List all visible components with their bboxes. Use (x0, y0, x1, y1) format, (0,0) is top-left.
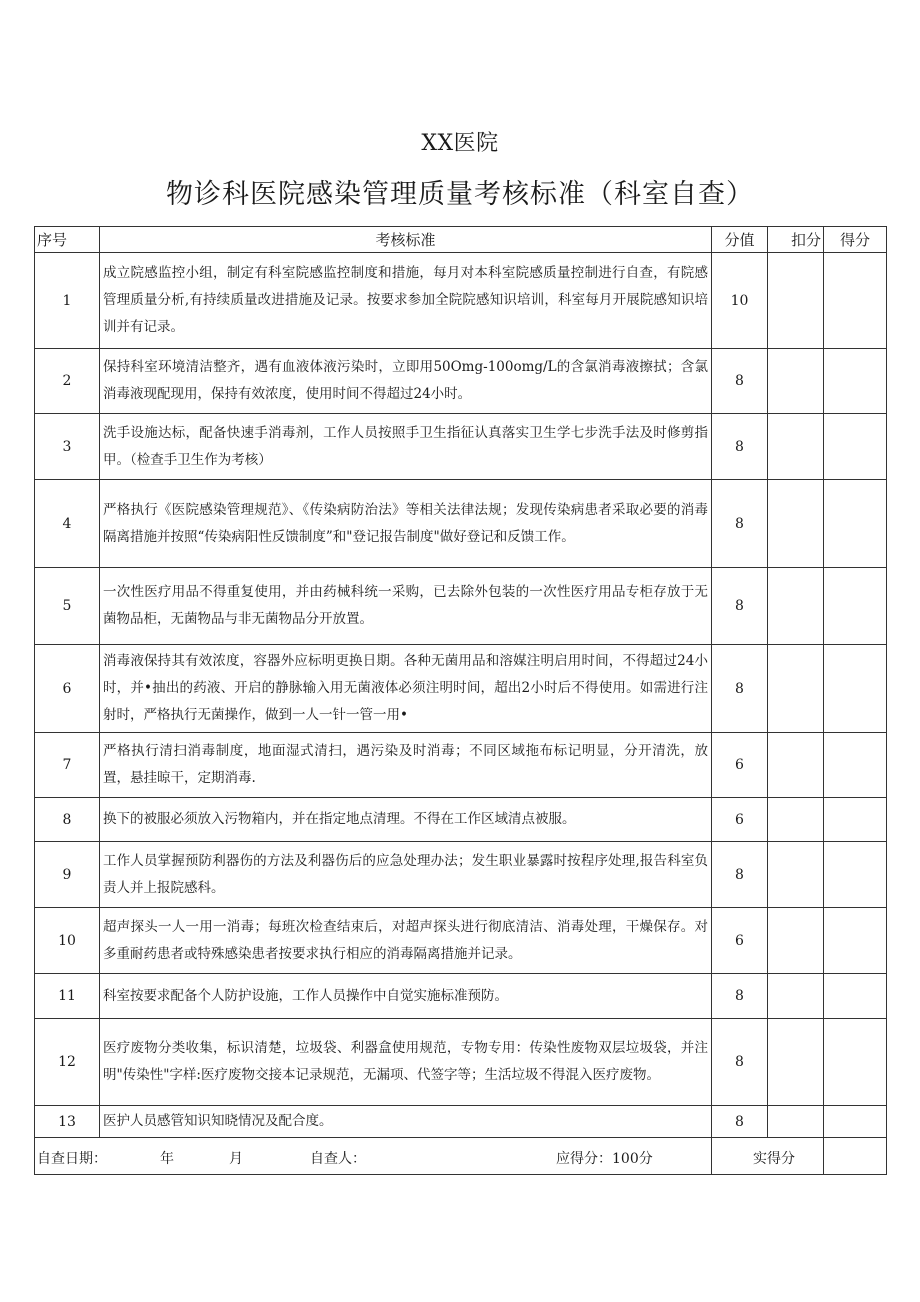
row-standard: 科室按要求配备个人防护设施，工作人员操作中自觉实施标准预防。 (100, 974, 712, 1019)
header-obtained: 得分 (824, 227, 887, 253)
row-score: 6 (712, 733, 768, 798)
row-deduct-cell[interactable] (768, 568, 824, 645)
table-row (35, 1106, 887, 1138)
table-row (35, 908, 887, 974)
row-standard: 严格执行清扫消毒制度，地面湿式清扫，遇污染及时消毒；不同区域拖布标记明显，分开清洗，放置，悬挂晾干，定期消毒. (100, 733, 712, 798)
row-obtained-cell[interactable] (824, 645, 887, 733)
row-score: 8 (712, 349, 768, 414)
row-no: 1 (35, 253, 100, 349)
header-score: 分值 (712, 227, 768, 253)
actual-score-cell[interactable] (824, 1138, 887, 1175)
footer-info (35, 1138, 712, 1175)
table-row (35, 645, 887, 733)
table-row (35, 253, 887, 349)
row-deduct-cell[interactable] (768, 908, 824, 974)
row-standard: 工作人员掌握预防利器伤的方法及利器伤后的应急处理办法；发生职业暴露时按程序处理,报告科室负责人并上报院感科。 (100, 842, 712, 908)
row-deduct-cell[interactable] (768, 414, 824, 480)
row-no: 5 (35, 568, 100, 645)
row-standard: 换下的被服必须放入污物箱内，并在指定地点清理。不得在工作区域清点被服。 (100, 798, 712, 842)
row-deduct-cell[interactable] (768, 974, 824, 1019)
row-deduct-cell[interactable] (768, 349, 824, 414)
row-score: 8 (712, 842, 768, 908)
row-obtained-cell[interactable] (824, 414, 887, 480)
row-deduct-cell[interactable] (768, 480, 824, 568)
page-title: 物诊科医院感染管理质量考核标准（科室自查） (166, 179, 754, 210)
row-obtained-cell[interactable] (824, 568, 887, 645)
self-check-date-label: 自查日期： (37, 1151, 107, 1167)
row-deduct-cell[interactable] (768, 842, 824, 908)
header-deduct: 扣分 (768, 227, 824, 253)
table-row (35, 414, 887, 480)
row-obtained-cell[interactable] (824, 974, 887, 1019)
row-obtained-cell[interactable] (824, 733, 887, 798)
table-row (35, 733, 887, 798)
table-row (35, 349, 887, 414)
row-obtained-cell[interactable] (824, 1019, 887, 1106)
year-label: 年 (160, 1151, 174, 1167)
row-no: 12 (35, 1019, 100, 1106)
row-no: 4 (35, 480, 100, 568)
table-row (35, 568, 887, 645)
row-standard: 医护人员感管知识知晓情况及配合度。 (100, 1106, 712, 1138)
row-deduct-cell[interactable] (768, 1106, 824, 1138)
row-score: 8 (712, 480, 768, 568)
row-score: 8 (712, 1106, 768, 1138)
row-standard: 一次性医疗用品不得重复使用，并由药械科统一采购，已去除外包装的一次性医疗用品专柜存放于无菌物品柜，无菌物品与非无菌物品分开放置。 (100, 568, 712, 645)
row-standard: 成立院感监控小组，制定有科室院感监控制度和措施，每月对本科室院感质量控制进行自查，有院感管理质量分析,有持续质量改进措施及记录。按要求参加全院院感知识培训，科室每月开展院感知识培训并有记录。 (100, 253, 712, 349)
header-standard: 考核标准 (100, 227, 712, 253)
row-score: 6 (712, 908, 768, 974)
row-deduct-cell[interactable] (768, 798, 824, 842)
row-score: 6 (712, 798, 768, 842)
row-no: 8 (35, 798, 100, 842)
hospital-name: XX医院 (421, 131, 499, 156)
row-no: 2 (35, 349, 100, 414)
row-no: 10 (35, 908, 100, 974)
row-deduct-cell[interactable] (768, 1019, 824, 1106)
header-no: 序号 (35, 227, 100, 253)
row-standard: 严格执行《医院感染管理规范》、《传染病防治法》等相关法律法规；发现传染病患者采取必要的消毒隔离措施并按照“传染病阳性反馈制度”和"登记报告制度"做好登记和反馈工作。 (100, 480, 712, 568)
row-no: 3 (35, 414, 100, 480)
row-score: 10 (712, 253, 768, 349)
row-obtained-cell[interactable] (824, 798, 887, 842)
row-no: 6 (35, 645, 100, 733)
row-score: 8 (712, 974, 768, 1019)
actual-score-label: 实得分 (753, 1151, 795, 1167)
row-deduct-cell[interactable] (768, 733, 824, 798)
row-standard: 消毒液保持其有效浓度，容器外应标明更换日期。各种无菌用品和溶媒注明启用时间，不得超过24小时，并•抽出的药液、开启的静脉输入用无菌液体必须注明时间，超出2小时后不得使用。如需进行注射时，严格执行无菌操作，做到一人一针一管一用• (100, 645, 712, 733)
row-score: 8 (712, 1019, 768, 1106)
row-deduct-cell[interactable] (768, 253, 824, 349)
row-score: 8 (712, 645, 768, 733)
footer-actual (712, 1138, 824, 1175)
row-score: 8 (712, 568, 768, 645)
table-header-row (35, 227, 887, 253)
row-obtained-cell[interactable] (824, 480, 887, 568)
assessment-table (34, 226, 887, 1175)
row-obtained-cell[interactable] (824, 908, 887, 974)
row-standard: 超声探头一人一用一消毒；每班次检查结束后，对超声探头进行彻底清洁、消毒处理，干燥保存。对多重耐药患者或特殊感染患者按要求执行相应的消毒隔离措施并记录。 (100, 908, 712, 974)
row-obtained-cell[interactable] (824, 349, 887, 414)
row-no: 13 (35, 1106, 100, 1138)
month-label: 月 (229, 1151, 243, 1167)
row-obtained-cell[interactable] (824, 253, 887, 349)
row-obtained-cell[interactable] (824, 842, 887, 908)
row-standard: 保持科室环境清洁整齐，遇有血液体液污染时，立即用50Omg-100omg/L的含氯消毒液擦拭；含氯消毒液现配现用，保持有效浓度，使用时间不得超过24小时。 (100, 349, 712, 414)
row-score: 8 (712, 414, 768, 480)
row-no: 7 (35, 733, 100, 798)
row-obtained-cell[interactable] (824, 1106, 887, 1138)
table-row (35, 480, 887, 568)
footer-row (35, 1138, 887, 1175)
table-row (35, 1019, 887, 1106)
row-standard: 医疗废物分类收集，标识清楚，垃圾袋、利器盒使用规范，专物专用：传染性废物双层垃圾袋，并注明"传染性"字样:医疗废物交接本记录规范，无漏项、代签字等；生活垃圾不得混入医疗废物。 (100, 1019, 712, 1106)
table-row (35, 798, 887, 842)
expected-score: 应得分：100分 (556, 1151, 653, 1167)
table-row (35, 974, 887, 1019)
row-deduct-cell[interactable] (768, 645, 824, 733)
row-no: 9 (35, 842, 100, 908)
inspector-label: 自查人： (310, 1151, 366, 1167)
row-no: 11 (35, 974, 100, 1019)
row-standard: 洗手设施达标，配备快速手消毒剂，工作人员按照手卫生指征认真落实卫生学七步洗手法及时修剪指甲。（检查手卫生作为考核） (100, 414, 712, 480)
table-row (35, 842, 887, 908)
